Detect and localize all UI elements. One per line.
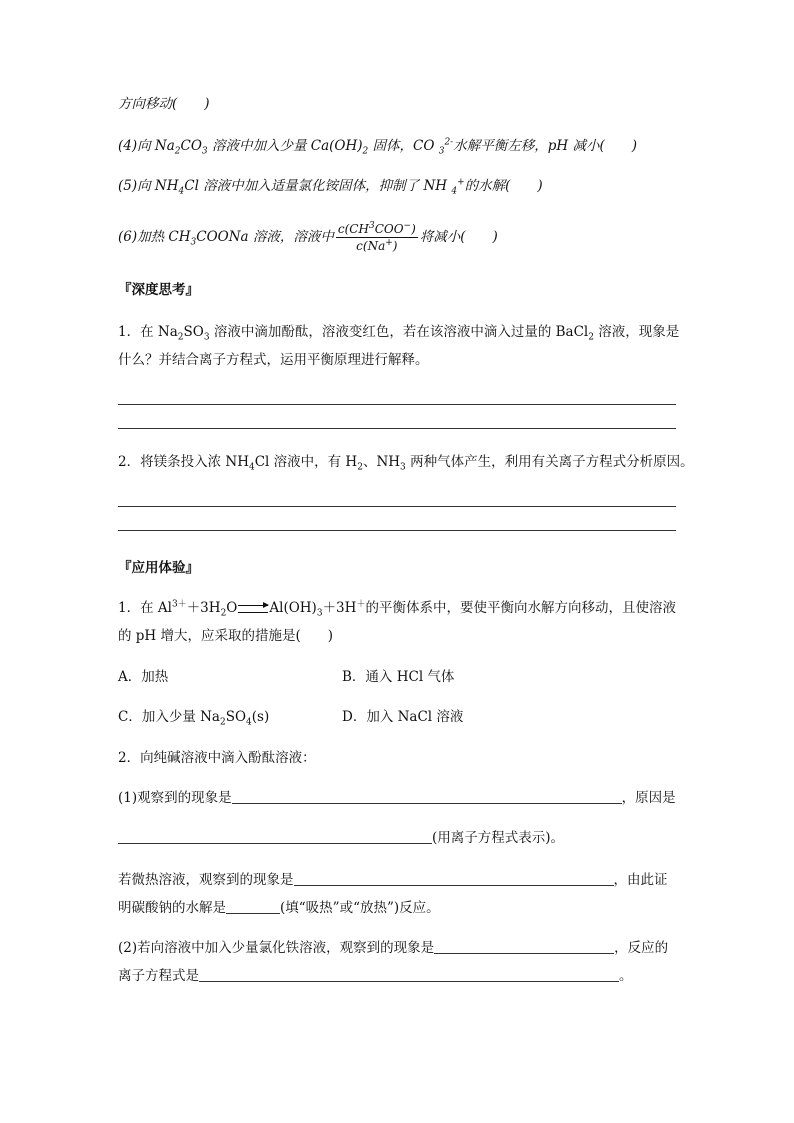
option-c[interactable]: C．加入少量 $Na_2SO_4(s)$ xyxy=(118,709,270,728)
apply-q2-part-1: (1)观察到的现象是 ，原因是 xyxy=(118,790,676,806)
fill-blank[interactable] xyxy=(434,939,614,954)
apply-q2-part-2-line-1: (2)若向溶液中加入少量氯化铁溶液，观察到的现象是 ，反应的 xyxy=(118,940,669,956)
option-a[interactable]: A．加热 xyxy=(118,669,169,685)
judge-item-5: (5)向 $NH_4Cl$ 溶液中加入适量氯化铵固体，抑制了 NH $_4$+的水解( ) xyxy=(118,177,543,197)
concentration-ratio-fraction: $\frac{c(CH^3COO^-)}{c(Na^+)}$ xyxy=(337,221,416,253)
fill-blank[interactable] xyxy=(232,789,622,804)
deep-question-2: 2．将镁条投入浓 $NH_4Cl$ 溶液中，有 $H_2$、$NH_3$ 两种气体产生，利用有关离子方程式分析原因。 xyxy=(118,454,694,473)
apply-q2-heat-line-2: 明碳酸钠的水解是 (填“吸热”或“放热”)反应。 xyxy=(118,900,440,916)
deep-question-1-line-2: 什么？并结合离子方程式，运用平衡原理进行解释。 xyxy=(118,352,429,368)
fill-blank[interactable] xyxy=(294,871,614,886)
option-d[interactable]: D．加入 NaCl 溶液 xyxy=(342,709,464,725)
section-title-application: 『应用体验』 xyxy=(118,560,199,576)
answer-line[interactable] xyxy=(118,428,676,429)
answer-line[interactable] xyxy=(118,530,676,531)
fill-blank[interactable] xyxy=(118,829,432,844)
judge-item-4: (4)向 $Na_2CO_3$ 溶液中加入少量 $Ca(OH)_2$ 固体，CO $_3^{2-}$水解平衡左移，pH 减小( ) xyxy=(118,137,637,157)
section-title-deep-thinking: 『深度思考』 xyxy=(118,282,199,298)
apply-question-2-stem: 2．向纯碱溶液中滴入酚酞溶液： xyxy=(118,750,316,766)
fill-blank[interactable] xyxy=(226,899,280,914)
answer-line[interactable] xyxy=(118,506,676,507)
answer-line[interactable] xyxy=(118,404,676,405)
apply-q2-part-1-cont: (用离子方程式表示)。 xyxy=(118,828,564,848)
judge-continuation: 方向移动( ) xyxy=(118,96,210,112)
deep-question-1-line-1: 1．在 $Na_2SO_3$ 溶液中滴加酚酞，溶液变红色，若在该溶液中滴入过量的 BaCl$_2$ 溶液，现象是 xyxy=(118,324,680,343)
apply-q2-heat-line-1: 若微热溶液，观察到的现象是 ，由此证 xyxy=(118,872,668,888)
judge-item-6: (6)加热 $CH_3COONa$ 溶液，溶液中 $\frac{c(CH^3COO^-)}{c(Na^+)}$ 将减小( ) xyxy=(118,221,498,253)
option-b[interactable]: B．通入 HCl 气体 xyxy=(342,669,455,685)
apply-question-1-line-2: 的 pH 增大，应采取的措施是( ) xyxy=(118,628,334,644)
equilibrium-arrow-icon xyxy=(238,605,268,613)
apply-q2-part-2-line-2: 离子方程式是 。 xyxy=(118,968,633,984)
fill-blank[interactable] xyxy=(199,967,619,982)
apply-question-1-line-1: 1．在 $Al^{3+}+3H_2O$ $Al(OH)_3+3H^+$的平衡体系中，要使平衡向水解方向移动，且使溶液 xyxy=(118,599,676,619)
